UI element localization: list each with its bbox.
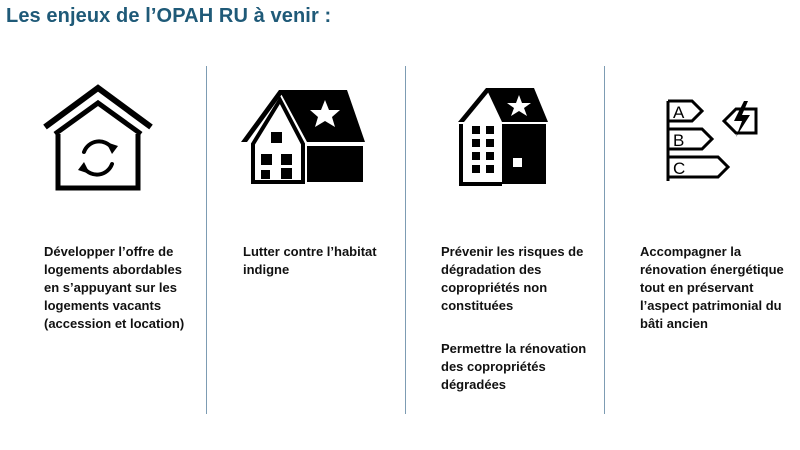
energy-label-a: A <box>673 103 685 122</box>
column-3-text-2: Permettre la rénovation des copropriétés dégradées <box>441 341 587 392</box>
energy-rating-icon <box>664 99 760 185</box>
page-title: Les enjeux de l’OPAH RU à venir : <box>6 5 332 27</box>
column-divider <box>405 66 406 414</box>
energy-label-b: B <box>673 131 685 150</box>
energy-label-c: C <box>673 159 686 178</box>
column-1-text: Développer l’offre de logements abordables en s’appuyant sur les logements vacants (accession et location) <box>44 244 185 331</box>
column-divider <box>206 66 207 414</box>
damaged-house-icon <box>241 88 367 184</box>
house-refresh-icon <box>40 82 156 192</box>
damaged-building-icon <box>458 86 550 186</box>
column-2-text: Lutter contre l’habitat indigne <box>243 244 377 277</box>
column-4-text: Accompagner la rénovation énergétique tout en préservant l’aspect patrimonial du bâti ancien <box>640 244 784 331</box>
column-divider <box>604 66 605 414</box>
column-3-text: Prévenir les risques de dégradation des copropriétés non constituées <box>441 244 584 313</box>
